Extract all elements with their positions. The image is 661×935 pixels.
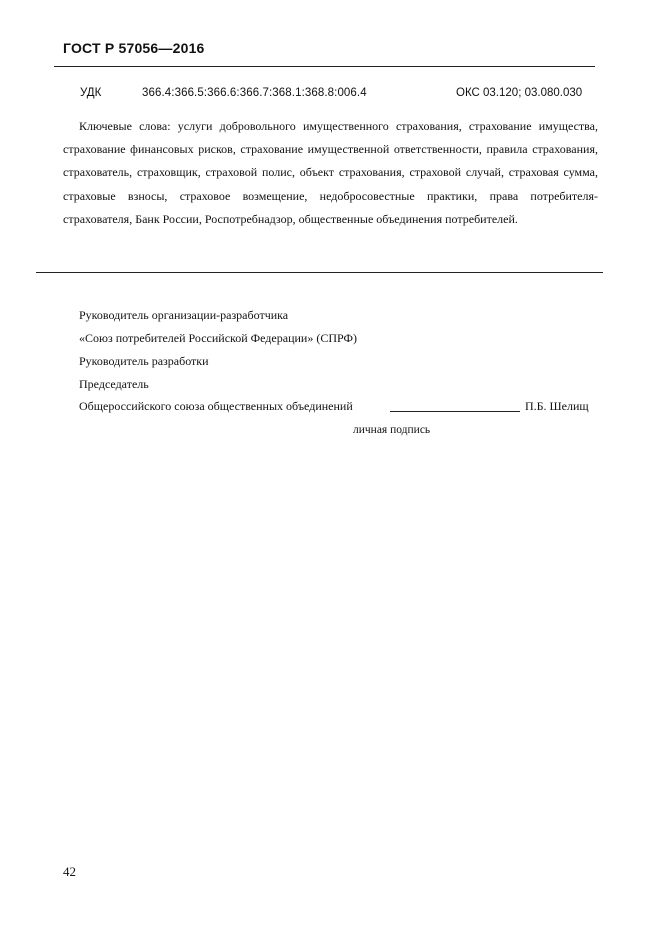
signature-line (390, 411, 520, 412)
signatory-line-2: «Союз потребителей Российской Федерации» (СПРФ) (79, 331, 357, 345)
page-number: 42 (63, 864, 76, 879)
signatory-line-3: Руководитель разработки (79, 354, 209, 368)
document-header-title: ГОСТ Р 57056—2016 (63, 40, 205, 56)
udk-codes: 366.4:366.5:366.6:366.7:368.1:368.8:006.4 (142, 87, 367, 99)
keywords-paragraph: Ключевые слова: услуги добровольного имущественного страхования, страхование имущества, страхование финансовых рисков, страхование имущественной ответственности, правила страхования, страхователь, страховщик, страховой полис, объект страхования, страховой случай, страховая сумма, страховые взносы, страховое возмещение, недобросовестные практики, права потребителя-страхователя, Банк России, Роспотребнадзор, общественные объединения потребителей. (63, 119, 598, 226)
signatory-line-4: Председатель (79, 377, 149, 391)
signatory-name: П.Б. Шелищ (525, 399, 589, 413)
signatory-line-1: Руководитель организации-разработчика (79, 308, 289, 322)
signatory-line-5: Общероссийского союза общественных объединений (79, 399, 353, 413)
header-rule (54, 66, 595, 67)
oks-codes: ОКС 03.120; 03.080.030 (456, 87, 583, 99)
section-divider (36, 272, 603, 273)
signature-caption: личная подпись (353, 424, 431, 436)
udk-label: УДК (80, 87, 102, 99)
